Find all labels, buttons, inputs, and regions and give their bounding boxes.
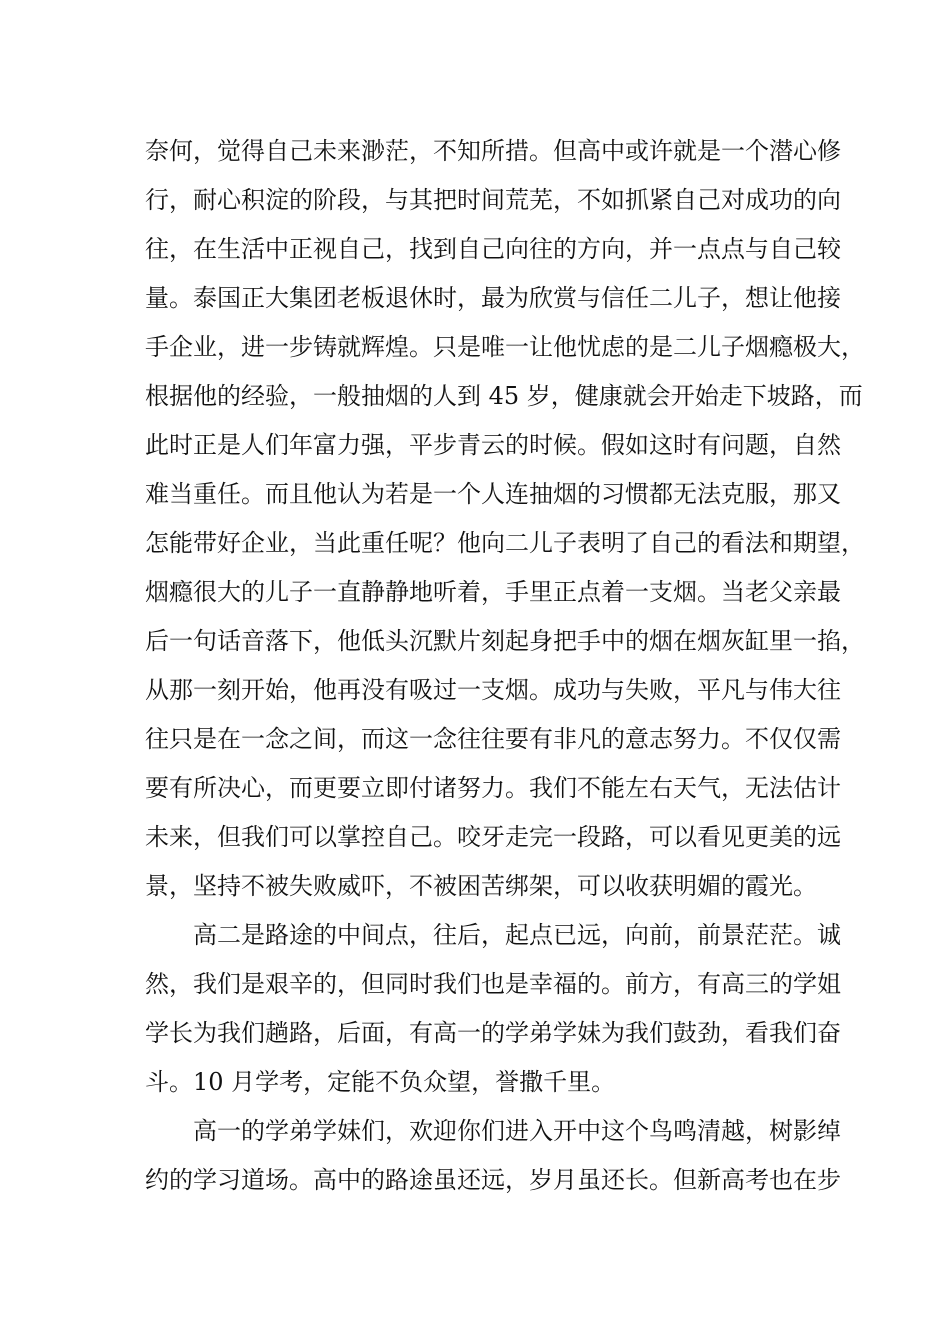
text-line: 往只是在一念之间，而这一念往往要有非凡的意志努力。不仅仅需 <box>145 725 841 753</box>
text-line: 奈何，觉得自己未来渺茫，不知所措。但高中或许就是一个潜心修 <box>145 137 841 165</box>
text-line: 手企业，进一步铸就辉煌。只是唯一让他忧虑的是二儿子烟瘾极大， <box>145 333 865 361</box>
text-line: 往，在生活中正视自己，找到自己向往的方向，并一点点与自己较 <box>145 235 841 263</box>
text-line: 学长为我们趟路，后面，有高一的学弟学妹为我们鼓劲，看我们奋 <box>145 1019 841 1047</box>
text-line: 从那一刻开始，他再没有吸过一支烟。成功与失败，平凡与伟大往 <box>145 676 841 704</box>
text-line: 后一句话音落下，他低头沉默片刻起身把手中的烟在烟灰缸里一掐， <box>145 627 865 655</box>
text-line: 要有所决心，而更要立即付诸努力。我们不能左右天气，无法估计 <box>145 774 841 802</box>
text-line: 难当重任。而且他认为若是一个人连抽烟的习惯都无法克服，那又 <box>145 480 841 508</box>
text-line: 怎能带好企业，当此重任呢？他向二儿子表明了自己的看法和期望， <box>145 529 865 557</box>
text-line: 根据他的经验，一般抽烟的人到 45 岁，健康就会开始走下坡路，而 <box>145 382 863 410</box>
text-line: 然，我们是艰辛的，但同时我们也是幸福的。前方，有高三的学姐 <box>145 970 841 998</box>
text-line: 斗。10 月学考，定能不负众望，誉撒千里。 <box>145 1068 616 1096</box>
paragraph-start-line: 高二是路途的中间点，往后，起点已远，向前，前景茫茫。诚 <box>193 921 841 949</box>
text-line: 景，坚持不被失败威吓，不被困苦绑架，可以收获明媚的霞光。 <box>145 872 817 900</box>
body-text <box>145 127 865 1205</box>
text-line: 烟瘾很大的儿子一直静静地听着，手里正点着一支烟。当老父亲最 <box>145 578 841 606</box>
text-line: 此时正是人们年富力强，平步青云的时候。假如这时有问题，自然 <box>145 431 841 459</box>
text-line: 行，耐心积淀的阶段，与其把时间荒芜，不如抓紧自己对成功的向 <box>145 186 841 214</box>
text-line: 量。泰国正大集团老板退休时，最为欣赏与信任二儿子，想让他接 <box>145 284 841 312</box>
text-line: 约的学习道场。高中的路途虽还远，岁月虽还长。但新高考也在步 <box>145 1166 841 1194</box>
text-line: 未来，但我们可以掌控自己。咬牙走完一段路，可以看见更美的远 <box>145 823 841 851</box>
paragraph-start-line: 高一的学弟学妹们，欢迎你们进入开中这个鸟鸣清越，树影绰 <box>193 1117 841 1145</box>
